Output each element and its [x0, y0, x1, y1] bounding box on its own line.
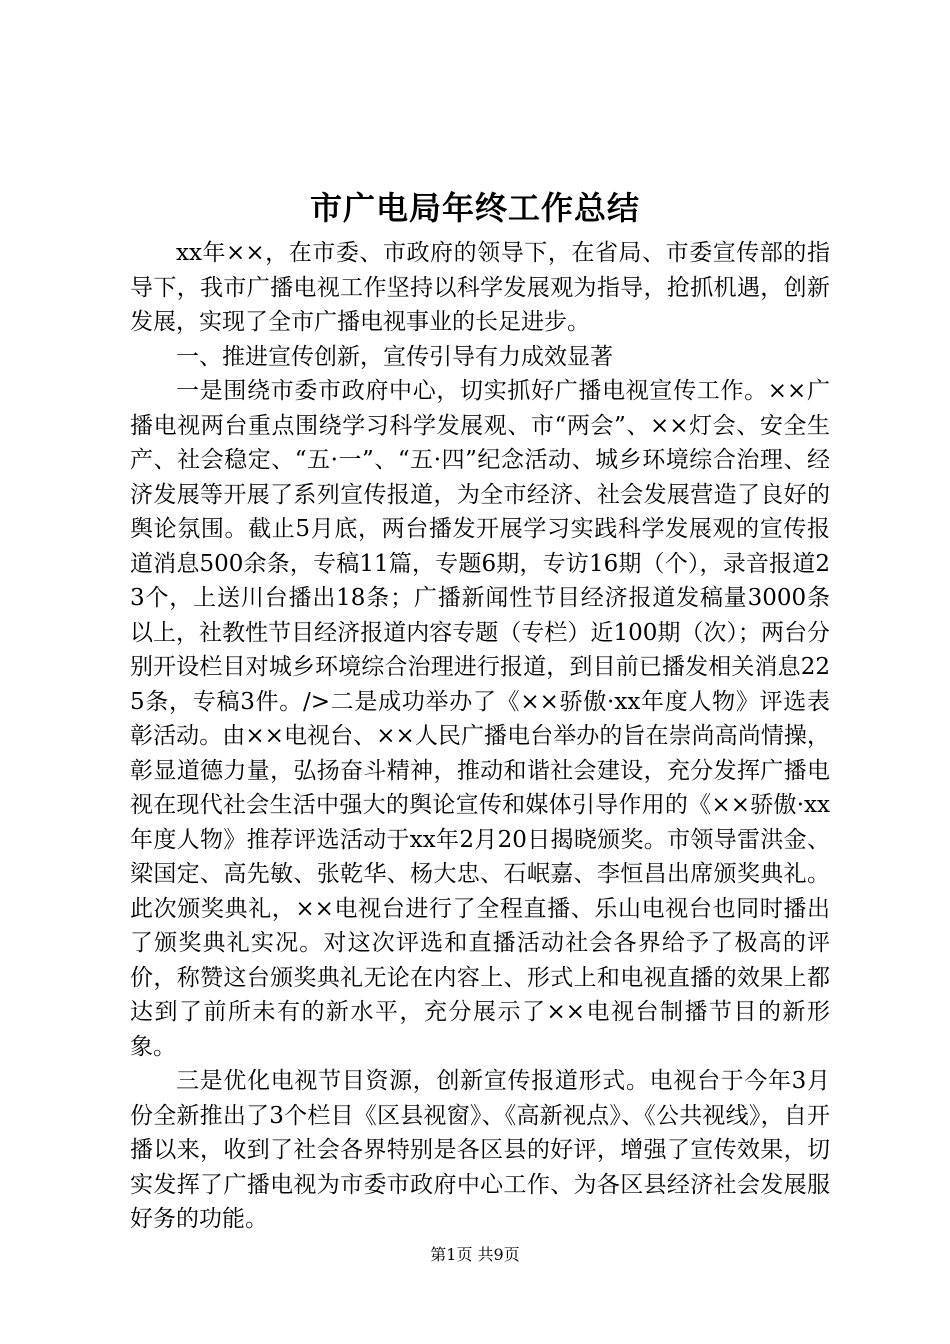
- section-heading: 一、推进宣传创新，宣传引导有力成效显著: [176, 343, 613, 370]
- document-body: [130, 236, 830, 1237]
- paragraph-intro: xx年××，在市委、市政府的领导下，在省局、市委宣传部的指导下，我市广播电视工作坚持以科学发展观为指导，抢抓机遇，创新发展，实现了全市广播电视事业的长足进步。: [130, 240, 830, 335]
- paragraph-item-one: 一是围绕市委市政府中心，切实抓好广播电视宣传工作。××广播电视两台重点围绕学习科学发展观、市“两会”、××灯会、安全生产、社会稳定、“五·一”、“五·四”纪念活动、城乡环境综合治理、经济发展等开展了系列宣传报道，为全市经济、社会发展营造了良好的舆论氛围。截止5月底，两台播发开展学习实践科学发展观的宣传报道消息500余条，专稿11篇，专题6期，专访16期（个），录音报道23个，上送川台播出18条；广播新闻性节目经济报道发稿量3000条以上，社教性节目经济报道内容专题（专栏）近100期（次）；两台分别开设栏目对城乡环境综合治理进行报道，到目前已播发相关消息225条，专稿3件。/>二是成功举办了《××骄傲·xx年度人物》评选表彰活动。由××电视台、××人民广播电台举办的旨在崇尚高尚情操，彰显道德力量，弘扬奋斗精神，推动和谐社会建设，充分发挥广播电视在现代社会生活中强大的舆论宣传和媒体引导作用的《××骄傲·xx年度人物》推荐评选活动于xx年2月20日揭晓颁奖。市领导雷洪金、梁国定、高先敏、张乾华、杨大忠、石岷嘉、李恒昌出席颁奖典礼。此次颁奖典礼，××电视台进行了全程直播、乐山电视台也同时播出了颁奖典礼实况。对这次评选和直播活动社会各界给予了极高的评价，称赞这台颁奖典礼无论在内容上、形式上和电视直播的效果上都达到了前所未有的新水平，充分展示了××电视台制播节目的新形象。: [130, 378, 830, 1060]
- page-number: 第1页 共9页: [430, 1245, 520, 1264]
- paragraph-item-three: 三是优化电视节目资源，创新宣传报道形式。电视台于今年3月份全新推出了3个栏目《区县视窗》、《高新视点》、《公共视线》，自开播以来，收到了社会各界特别是各区县的好评，增强了宣传效果，切实发挥了广播电视为市委市政府中心工作、为各区县经济社会发展服好务的功能。: [130, 1068, 830, 1232]
- document-title: 市广电局年终工作总结: [309, 189, 640, 227]
